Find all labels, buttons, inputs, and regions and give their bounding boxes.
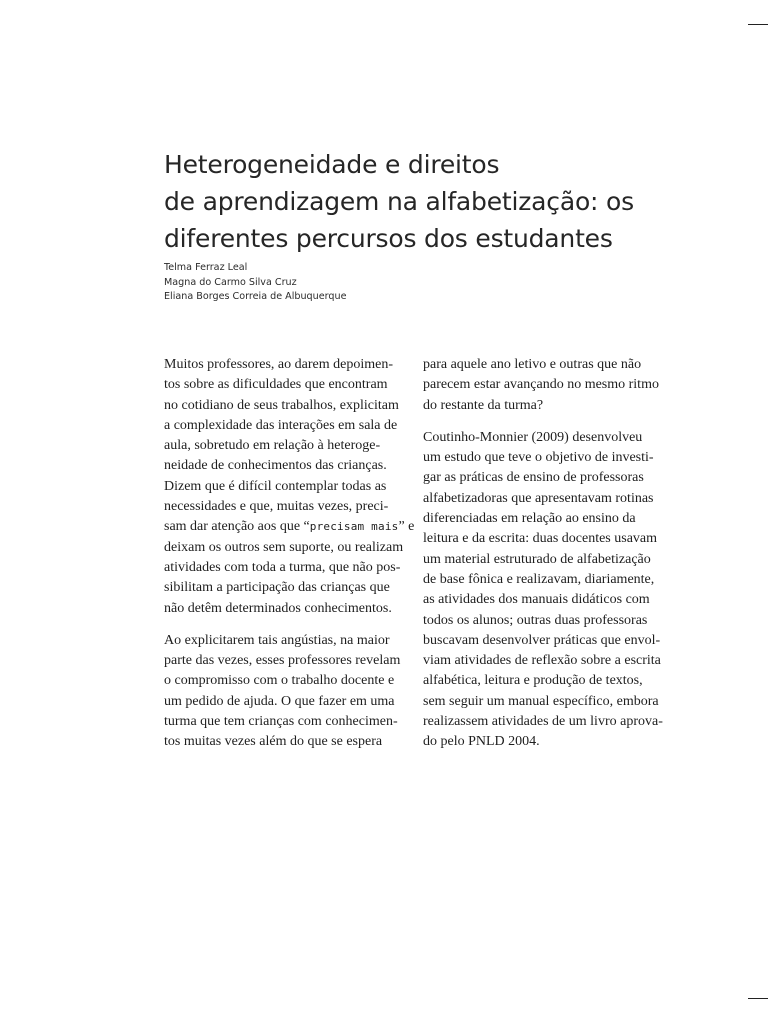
crop-mark-bottom xyxy=(748,998,768,999)
paragraph xyxy=(164,355,415,619)
quote-prefix: sam dar atenção aos que “ xyxy=(164,519,310,535)
text-line: Ao explicitarem tais angústias, na maior xyxy=(164,632,390,648)
title-line: diferentes percursos dos estudantes xyxy=(164,224,613,253)
text-line: Coutinho-Monnier (2009) desenvolveu xyxy=(423,429,643,445)
text-line: alfabetizadoras que apresentavam rotinas xyxy=(423,490,654,506)
title-line: de aprendizagem na alfabetização: os xyxy=(164,187,634,216)
author-name: Magna do Carmo Silva Cruz xyxy=(164,276,297,288)
text-line: aula, sobretudo em relação à heteroge- xyxy=(164,438,381,454)
text-line: neidade de conhecimentos das crianças. xyxy=(164,458,387,474)
text-line: atividades com toda a turma, que não pos- xyxy=(164,559,401,575)
text-line: não detêm determinados conhecimentos. xyxy=(164,600,392,616)
article-title xyxy=(164,146,724,257)
text-line: do pelo PNLD 2004. xyxy=(423,734,540,750)
text-line: o compromisso com o trabalho docente e xyxy=(164,673,395,689)
paragraph xyxy=(164,631,404,753)
title-line: Heterogeneidade e direitos xyxy=(164,150,500,179)
text-line: turma que tem crianças com conhecimen- xyxy=(164,714,398,730)
author-list xyxy=(164,261,346,305)
text-line: leitura e da escrita: duas docentes usavam xyxy=(423,531,658,547)
text-line: todos os alunos; outras duas professoras xyxy=(423,612,648,628)
text-line: gar as práticas de ensino de professoras xyxy=(423,470,644,486)
paragraph xyxy=(423,355,663,416)
text-line: diferenciadas em relação ao ensino da xyxy=(423,511,636,527)
quoted-phrase: precisam mais xyxy=(309,520,399,534)
text-line: alfabética, leitura e produção de textos, xyxy=(423,673,643,689)
text-line: um material estruturado de alfabetização xyxy=(423,551,651,567)
text-line: parecem estar avançando no mesmo ritmo xyxy=(423,377,659,393)
text-line: buscavam desenvolver práticas que envol- xyxy=(423,632,661,648)
text-line: sibilitam a participação das crianças que xyxy=(164,580,390,596)
right-text-column xyxy=(423,355,663,765)
author-name: Telma Ferraz Leal xyxy=(164,262,248,273)
text-line: do restante da turma? xyxy=(423,397,544,413)
author-name: Eliana Borges Correia de Albuquerque xyxy=(164,291,347,302)
text-line-with-quote xyxy=(164,517,415,537)
text-line: necessidades e que, muitas vezes, preci- xyxy=(164,499,389,515)
text-line: sem seguir um manual específico, embora xyxy=(423,693,659,709)
text-line: tos sobre as dificuldades que encontram xyxy=(164,377,388,393)
crop-mark-top xyxy=(748,24,768,25)
text-line: a complexidade das interações em sala de xyxy=(164,417,398,433)
paragraph xyxy=(423,428,663,753)
text-line: deixam os outros sem suporte, ou realizam xyxy=(164,539,404,555)
text-line: as atividades dos manuais didáticos com xyxy=(423,592,650,608)
text-line: viam atividades de reflexão sobre a escrita xyxy=(423,653,661,669)
text-line: Muitos professores, ao darem depoimen- xyxy=(164,357,393,372)
text-line: parte das vezes, esses professores revelam xyxy=(164,653,401,669)
text-line: tos muitas vezes além do que se espera xyxy=(164,734,383,750)
text-line: Dizem que é difícil contemplar todas as xyxy=(164,478,387,494)
text-line: um estudo que teve o objetivo de investi- xyxy=(423,450,654,466)
quote-suffix: ” e xyxy=(398,519,415,535)
text-line: para aquele ano letivo e outras que não xyxy=(423,357,642,372)
text-line: de base fônica e realizavam, diariamente, xyxy=(423,571,655,587)
text-line: um pedido de ajuda. O que fazer em uma xyxy=(164,693,395,709)
text-line: no cotidiano de seus trabalhos, explicitam xyxy=(164,397,399,413)
left-text-column xyxy=(164,355,415,765)
text-line: realizassem atividades de um livro aprova- xyxy=(423,714,663,730)
